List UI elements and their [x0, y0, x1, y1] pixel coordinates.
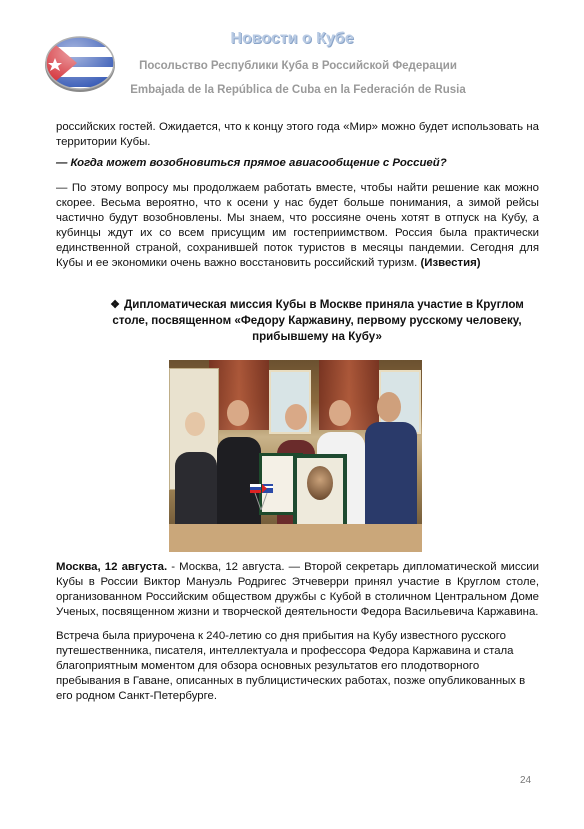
- paragraph-text: - Москва, 12 августа. — Второй секретарь дипломатической миссии Кубы в России Виктор Мануэль Родригес Этчеверри принял участие в Круглом столе, организованном Российским обществом дружбы с Кубой в столичном Центральном Доме Ученых, посвященном жизни и творческой деятельности Федора Васильевича Каржавина.: [56, 561, 540, 618]
- source-attribution: (Известия): [420, 257, 481, 269]
- article-paragraph: [56, 560, 539, 620]
- section-heading-text: Дипломатическая миссия Кубы в Москве приняла участие в Круглом столе, посвященном «Федору Каржавину, первому русскому человеку, прибывшему на Кубу»: [112, 298, 524, 343]
- bullet-diamond-icon: ❖: [110, 299, 120, 311]
- article-paragraph: Встреча была приурочена к 240-летию со дня прибытия на Кубу известного русского путешественника, писателя, интеллектуала и профессора Федора Каржавина и стала благоприятным моментом для обзора основных результатов его плодотворного пребывания в Гаване, описанных в публицистических работах, позже опубликованных в его родном Санкт-Петербурге.: [56, 630, 526, 702]
- interview-question: — Когда может возобновиться прямое авиасообщение с Россией?: [56, 157, 447, 169]
- answer-text: — По этому вопросу мы продолжаем работать вместе, чтобы найти решение как можно скорее. Весьма вероятно, что к осени у нас будет больше понимания, а зимой рейсы частично будут возобновлены. Мы знаем, что россияне очень хотят в отпуск на Кубу, а кубинцы ждут их со всем присущим им гостеприимством. Россия была практически единственной страной, сохранившей поток туристов в месяцы пандемии. Сегодня для Кубы и ее экономики очень важно восстановить российский туризм.: [56, 182, 539, 269]
- dateline: Москва, 12 августа.: [56, 561, 168, 573]
- embassy-name-spanish: Embajada de la República de Cuba en la Federación de Rusia: [130, 84, 466, 96]
- page-header: [0, 0, 584, 108]
- interview-answer: [56, 181, 539, 271]
- newsletter-title: Новости о Кубе: [230, 30, 354, 47]
- event-photo: [169, 360, 422, 552]
- page-number: 24: [520, 775, 532, 786]
- embassy-name-russian: Посольство Республики Куба в Российской Федерации: [139, 60, 457, 72]
- section-heading: [96, 297, 538, 345]
- article-paragraph: российских гостей. Ожидается, что к концу этого года «Мир» можно будет использовать на территории Кубы.: [56, 121, 539, 148]
